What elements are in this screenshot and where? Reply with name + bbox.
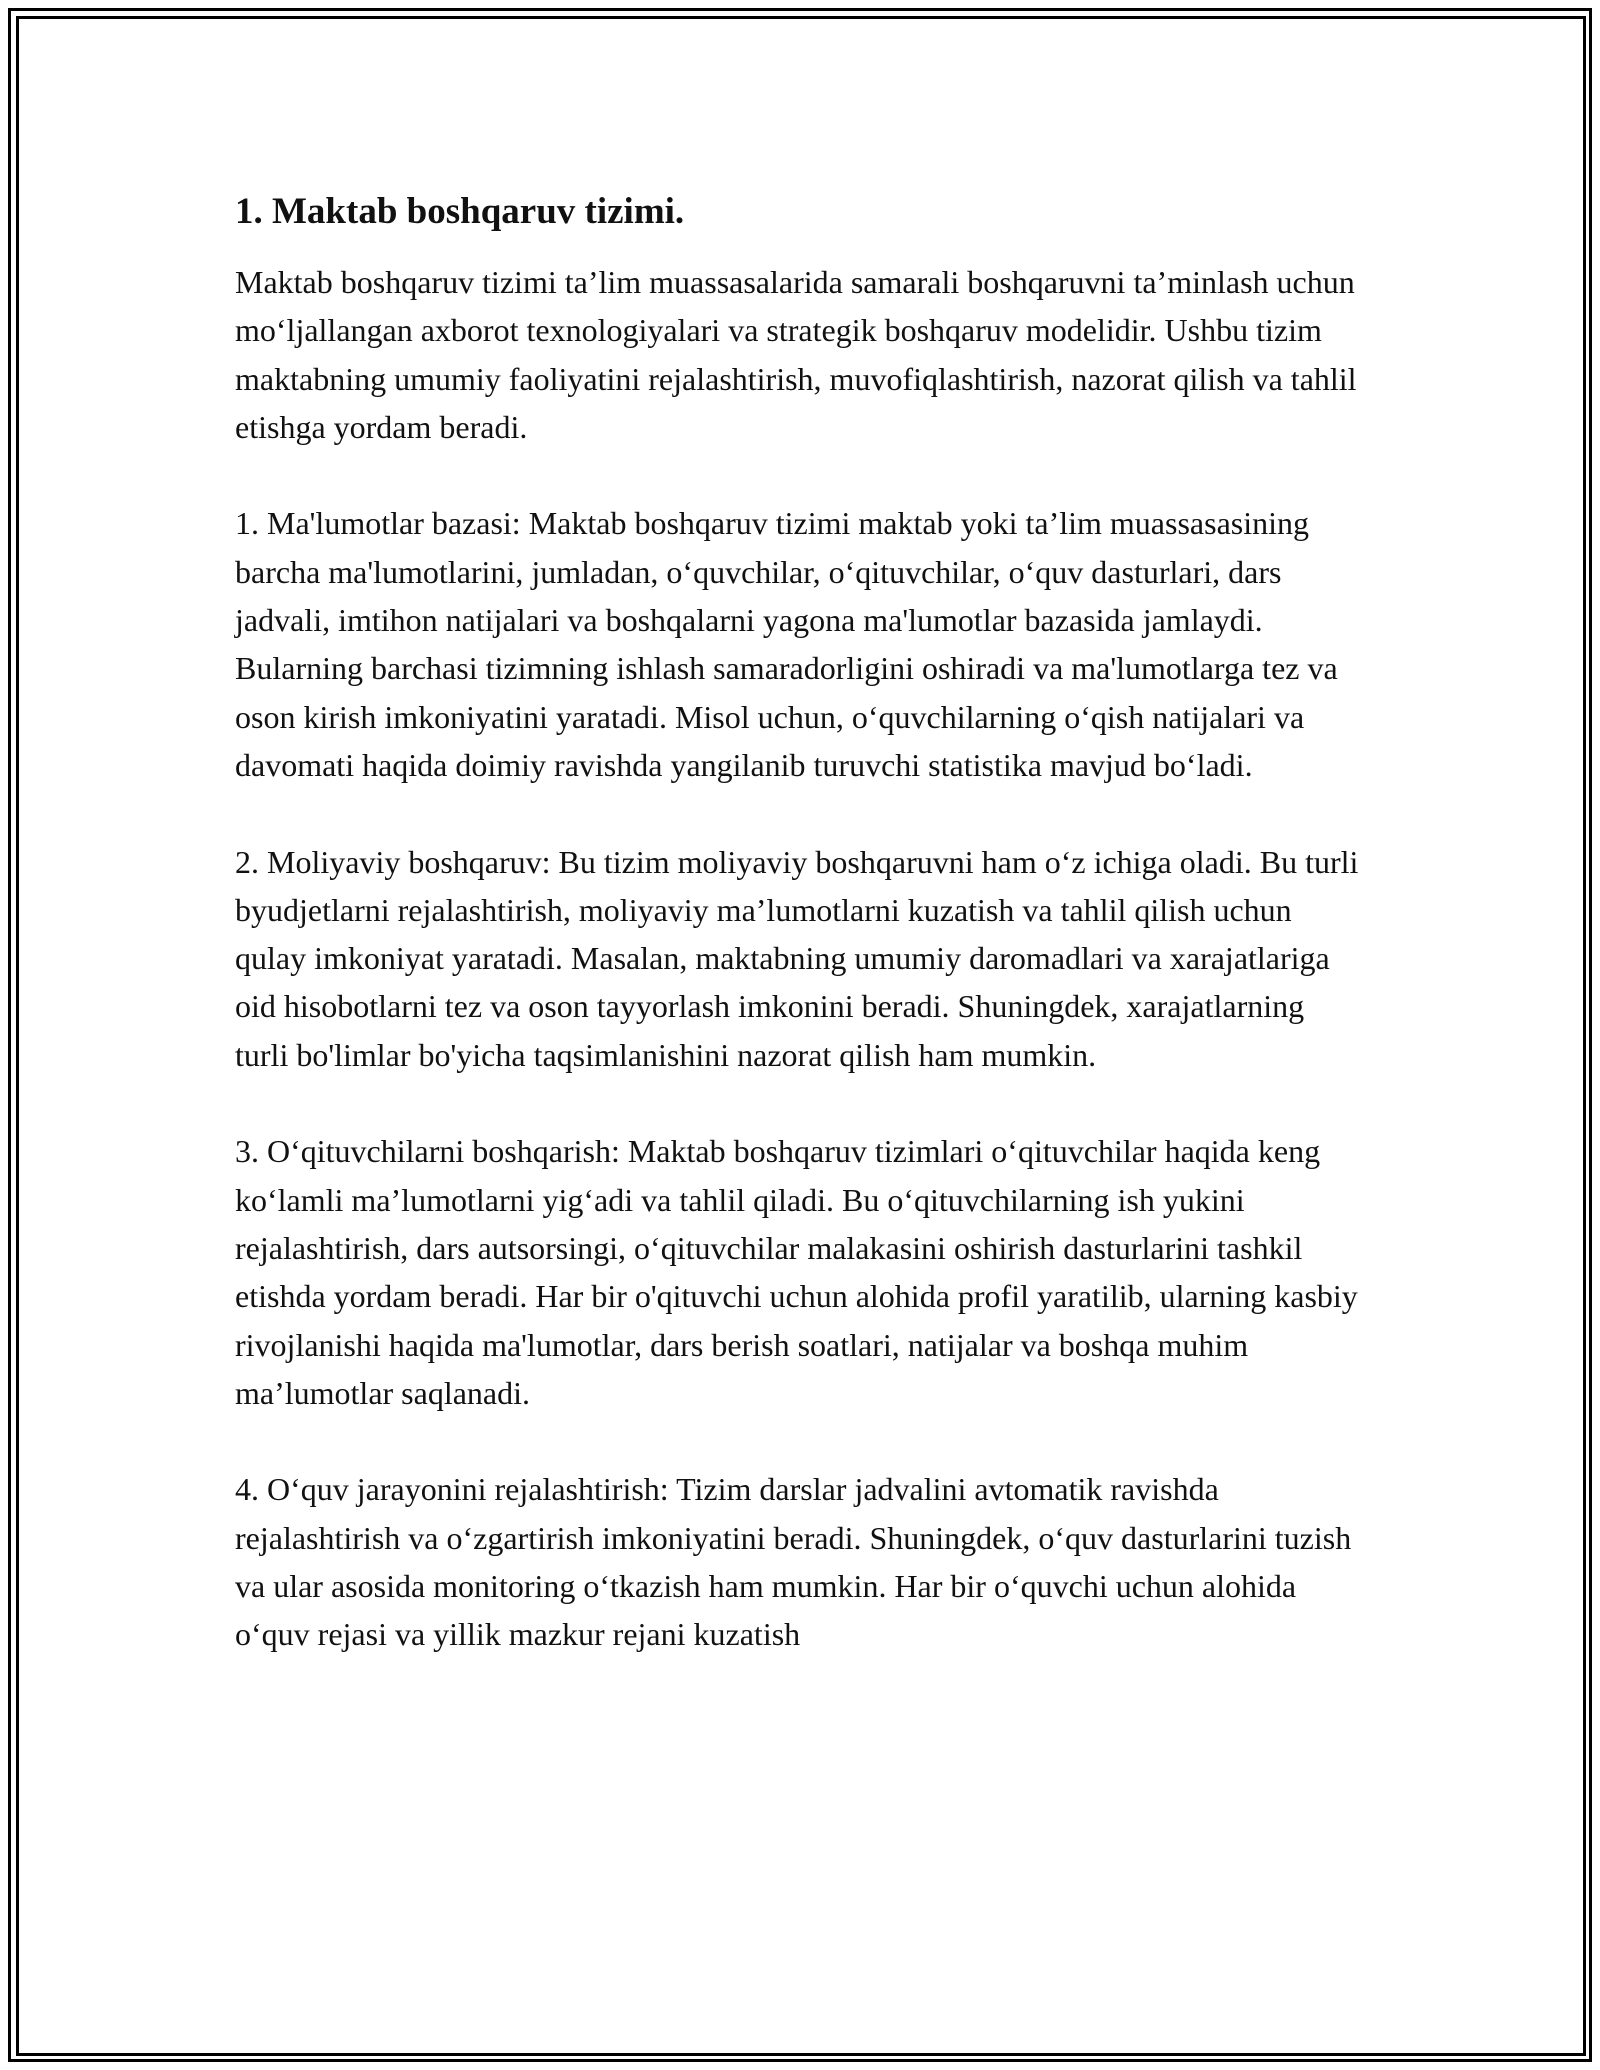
paragraph-database: 1. Ma'lumotlar bazasi: Maktab boshqaruv tizimi maktab yoki ta’lim muassasasining barcha ma'lumotlarini, jumladan, o‘quvchilar, o‘qituvchilar, o‘quv dasturlari, dars jadvali, imtihon natijalari va boshqalarni yagona ma'lumotlar bazasida jamlaydi. Bularning barchasi tizimning ishlash samaradorligini oshiradi va ma'lumotlarga tez va oson kirish imkoniyatini yaratadi. Misol uchun, o‘quvchilarning o‘qish natijalari va davomati haqida doimiy ravishda yangilanib turuvchi statistika mavjud bo‘ladi.: [235, 505, 1338, 783]
intro-paragraph: Maktab boshqaruv tizimi ta’lim muassasalarida samarali boshqaruvni ta’minlash uchun mo‘ljallangan axborot texnologiyalari va strategik boshqaruv modelidir. Ushbu tizim maktabning umumiy faoliyatini rejalashtirish, muvofiqlashtirish, nazorat qilish va tahlil etishga yordam beradi.: [235, 264, 1357, 445]
document-title: 1. Maktab boshqaruv tizimi.: [235, 191, 685, 232]
paragraph-curriculum-planning: 4. O‘quv jarayonini rejalashtirish: Tizim darslar jadvalini avtomatik ravishda rejalashtirish va o‘zgartirish imkoniyatini beradi. Shuningdek, o‘quv dasturlarini tuzish va ular asosida monitoring o‘tkazish ham mumkin. Har bir o‘quvchi uchun alohida o‘quv rejasi va yillik mazkur rejani kuzatish: [235, 1471, 1352, 1653]
paragraph-teacher-management: 3. O‘qituvchilarni boshqarish: Maktab boshqaruv tizimlari o‘qituvchilar haqida keng ko‘lamli ma’lumotlarni yig‘adi va tahlil qiladi. Bu o‘qituvchilarning ish yukini rejalashtirish, dars autsorsingi, o‘qituvchilar malakasini oshirish dasturlarini tashkil etishda yordam beradi. Har bir o'qituvchi uchun alohida profil yaratilib, ularning kasbiy rivojlanishi haqida ma'lumotlar, dars berish soatlari, natijalar va boshqa muhim ma’lumotlar saqlanadi.: [235, 1133, 1358, 1411]
paragraph-financial-management: 2. Moliyaviy boshqaruv: Bu tizim moliyaviy boshqaruvni ham o‘z ichiga oladi. Bu turli byudjetlarni rejalashtirish, moliyaviy ma’lumotlarni kuzatish va tahlil qilish uchun qulay imkoniyat yaratadi. Masalan, maktabning umumiy daromadlari va xarajatlariga oid hisobotlarni tez va oson tayyorlash imkonini beradi. Shuningdek, xarajatlarning turli bo'limlar bo'yicha taqsimlanishini nazorat qilish ham mumkin.: [235, 843, 1359, 1073]
document-body: [235, 188, 1365, 1707]
